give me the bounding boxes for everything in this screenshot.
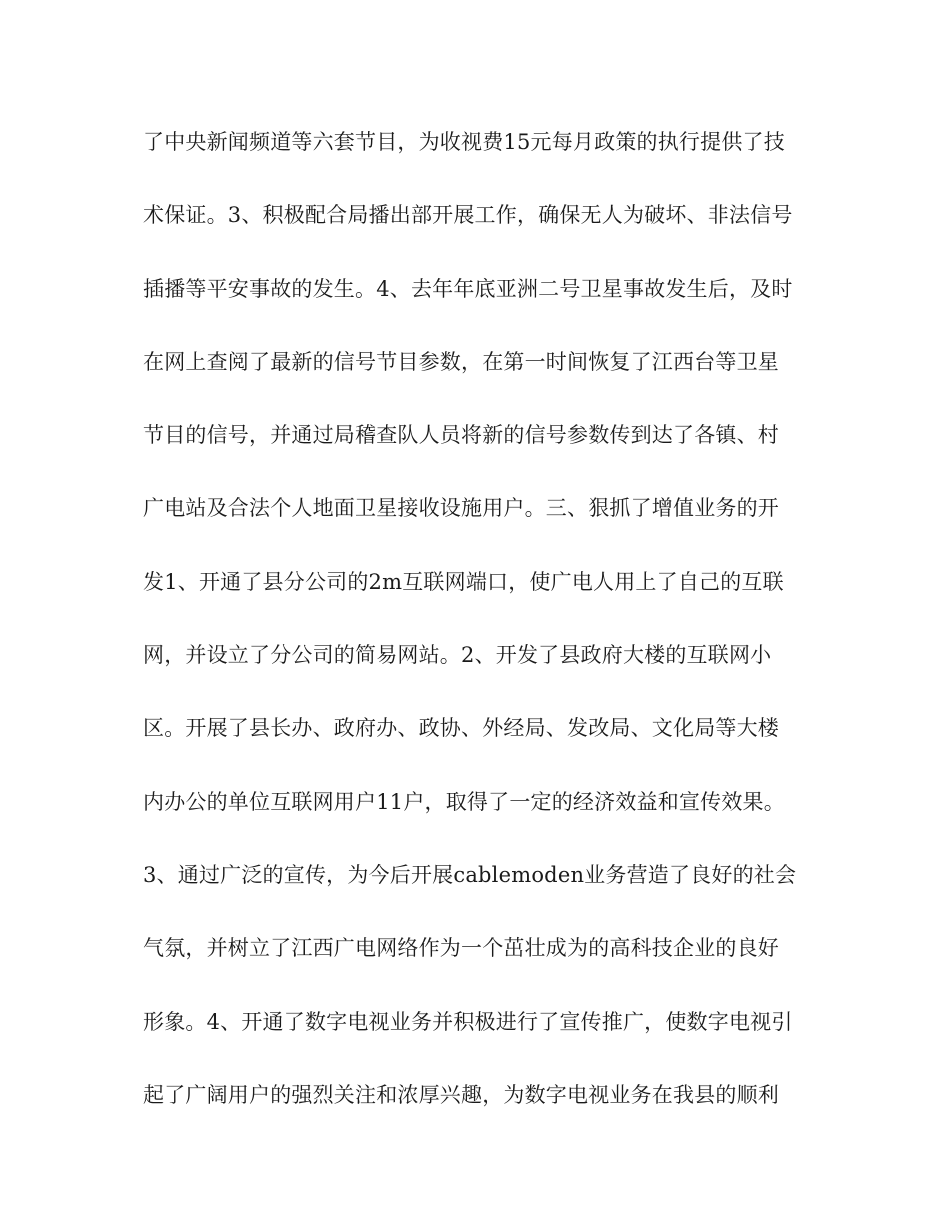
text-line: 起了广阔用户的强烈关注和浓厚兴趣，为数字电视业务在我县的顺利	[143, 1082, 779, 1107]
text-line: 形象。4、开通了数字电视业务并积极进行了宣传推广，使数字电视引	[143, 1009, 793, 1034]
text-line: 发1、开通了县分公司的2m互联网端口，使广电人用上了自己的互联	[143, 569, 784, 594]
text-line: 了中央新闻频道等六套节目，为收视费15元每月政策的执行提供了技	[143, 130, 785, 154]
text-line: 术保证。3、积极配合局播出部开展工作，确保无人为破坏、非法信号	[143, 203, 793, 228]
text-line: 网，并设立了分公司的简易网站。2、开发了县政府大楼的互联网小	[143, 643, 772, 668]
text-line: 节目的信号，并通过局稽查队人员将新的信号参数传到达了各镇、村	[143, 423, 779, 448]
text-line: 插播等平安事故的发生。4、去年年底亚洲二号卫星事故发生后，及时	[143, 276, 793, 301]
text-line: 气氛，并树立了江西广电网络作为一个茁壮成为的高科技企业的良好	[143, 936, 779, 961]
text-line: 内办公的单位互联网用户11户，取得了一定的经济效益和宣传效果。	[143, 789, 785, 814]
text-line: 广电站及合法个人地面卫星接收设施用户。三、狠抓了增值业务的开	[143, 496, 779, 521]
text-line: 3、通过广泛的宣传，为今后开展cablemoden业务营造了良好的社会	[143, 862, 797, 887]
text-line: 在网上查阅了最新的信号节目参数，在第一时间恢复了江西台等卫星	[143, 349, 779, 374]
body-text	[143, 122, 813, 1148]
text-line: 区。开展了县长办、政府办、政协、外经局、发改局、文化局等大楼	[143, 716, 779, 741]
